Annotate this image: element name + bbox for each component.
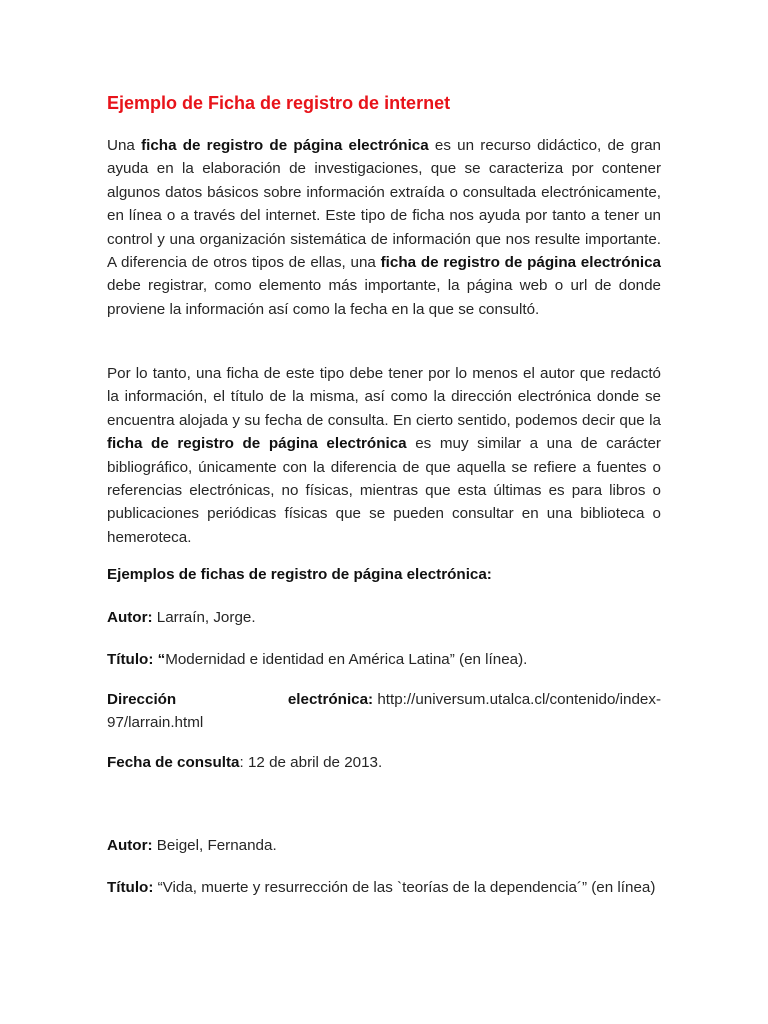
document-title: Ejemplo de Ficha de registro de internet (107, 93, 451, 113)
direccion-first-line (107, 688, 661, 711)
direccion-label-and-url (288, 688, 661, 711)
example1-titulo (107, 648, 661, 671)
autor-value: Beigel, Fernanda. (152, 837, 277, 854)
autor-label: Autor: (107, 837, 153, 854)
example2-autor (107, 834, 661, 857)
titulo-label: Título: (107, 879, 154, 896)
examples-heading: Ejemplos de fichas de registro de página electrónica: (107, 566, 492, 583)
titulo-value: “Vida, muerte y resurrección de las `teorías de la dependencia´” (en línea) (153, 879, 656, 896)
bold-term: ficha de registro de página electrónica (380, 254, 661, 272)
text-run: es muy similar a una de carácter bibliográfico, únicamente con la diferencia de que aquella se refiere a fuentes o referencias electrónicas, no físicas, mientras que esta últimas es para libros o publicaciones periódicas físicas que se pueden consultar en una biblioteca o hemeroteca. (107, 435, 661, 546)
text-run: debe registrar, como elemento más importante, la página web o url de donde proviene la información así como la fecha en la que se consultó. (107, 277, 661, 318)
intro-paragraph (107, 134, 661, 321)
direccion-label-part1: Dirección (107, 691, 177, 708)
second-paragraph (107, 362, 661, 549)
example2-titulo (107, 876, 661, 899)
autor-value: Larraín, Jorge. (152, 609, 256, 626)
bold-term: ficha de registro de página electrónica (141, 137, 429, 154)
fecha-value: : 12 de abril de 2013. (239, 754, 383, 771)
direccion-url-part2: 97/larrain.html (107, 714, 204, 732)
autor-label: Autor: (107, 609, 153, 626)
fecha-label: Fecha de consulta (107, 754, 240, 771)
text-run: Por lo tanto, una ficha de este tipo debe tener por lo menos el autor que redactó la información, el título de la misma, así como la dirección electrónica donde se encuentra alojada y su fecha de consulta. En cierto sentido, podemos decir que la (107, 365, 661, 429)
text-run: es un recurso didáctico, de gran ayuda en la elaboración de investigaciones, que se caracteriza por contener algunos datos básicos sobre información extraída o consultada electrónicamente, en línea o a través del internet. Este tipo de ficha nos ayuda por tanto a tener un control y una organización sistemática de información que nos resulte importante. A diferencia de otros tipos de ellas, una (107, 137, 661, 272)
direccion-label-part2: electrónica: (287, 691, 374, 708)
example1-direccion (107, 688, 661, 735)
example1-autor (107, 606, 661, 629)
titulo-value: Modernidad e identidad en América Latina” (en línea). (165, 651, 528, 668)
bold-term: ficha de registro de página electrónica (107, 435, 407, 453)
titulo-label: Título: “ (107, 651, 166, 668)
text-run: Una (107, 137, 142, 154)
direccion-url-part1: http://universum.utalca.cl/contenido/index- (373, 691, 661, 708)
example1-fecha (107, 751, 661, 774)
